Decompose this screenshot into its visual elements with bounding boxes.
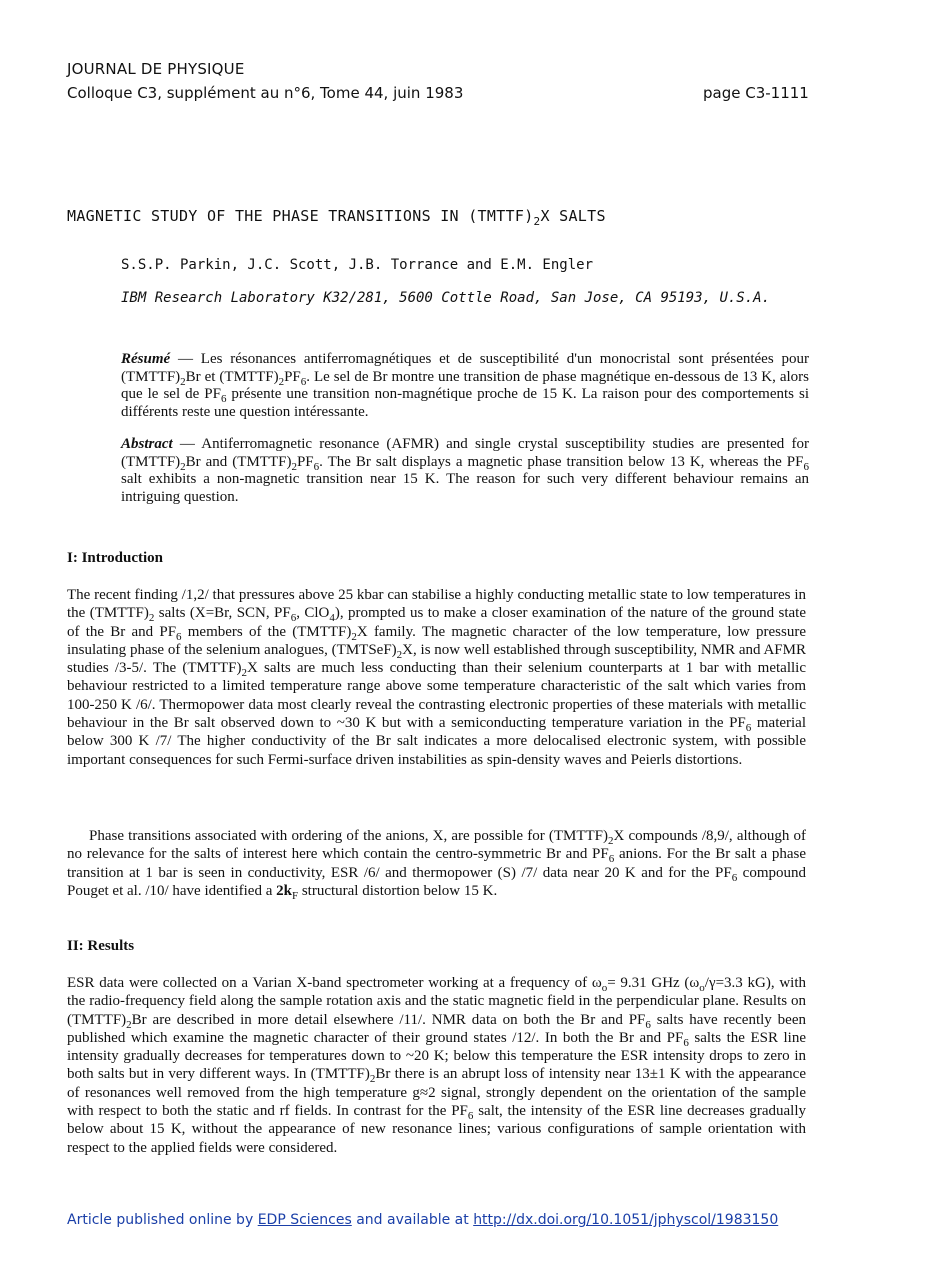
paper-title: MAGNETIC STUDY OF THE PHASE TRANSITIONS IN $(TMTTF)_2X$ SALTS <box>67 207 606 228</box>
doi-link[interactable]: http://dx.doi.org/10.1051/jphyscol/1983150 <box>473 1212 779 1228</box>
colloque-info: Colloque C3, supplément au n°6, Tome 44, juin 1983 <box>67 84 464 102</box>
section-heading-introduction: I: Introduction <box>67 550 163 566</box>
section-heading-results: II: Results <box>67 938 135 954</box>
intro-paragraph-2: Phase transitions associated with ordering of the anions, X, are possible for $(TMTTF)_2X$ compounds /8,9/, although of no relevance for the salts of interest here which contain the centro-symmetric Br and $PF_6$ anions. For the Br salt a phase transition at 1 bar is seen in conductivity, ESR /6/ and thermopower (S) /7/ data near 20 K and for the $PF_6$ compound Pouget et al. /10/ have identified a $2k_F$ structural distortion below 15 K. <box>67 828 806 902</box>
abstract-block: Abstract — Antiferromagnetic resonance (AFMR) and single crystal susceptibility studies are presented for $(TMTTF)_2Br$ and $(TMTTF)_2PF_6$. The Br salt displays a magnetic phase transition below 13 K, whereas the $PF_6$ salt exhibits a non-magnetic transition near 15 K. The reason for such very different behaviour remains an intriguing question. <box>121 436 809 505</box>
page-number: page C3-1111 <box>703 84 809 102</box>
abstract-label: Abstract <box>121 436 173 452</box>
journal-name: JOURNAL DE PHYSIQUE <box>67 60 245 78</box>
resume-block: Résumé — Les résonances antiferromagnétiques et de susceptibilité d'un monocristal sont présentées pour $(TMTTF)_2Br$ et $(TMTTF)_2PF_6$. Le sel de Br montre une transition de phase magnétique en-dessous de 13 K, alors que le sel de $PF_6$ présente une transition non-magnétique proche de 15 K. La raison pour des comportements si différents reste une question intéressante. <box>121 351 810 420</box>
publication-footer: Article published online by EDP Sciences and available at http://dx.doi.org/10.1051/jphyscol/1983150 <box>67 1212 779 1228</box>
resume-label: Résumé <box>121 351 171 367</box>
edp-sciences-link[interactable]: EDP Sciences <box>257 1212 352 1228</box>
results-paragraph-1: ESR data were collected on a Varian X-band spectrometer working at a frequency of $\omega_o= 9.31$ GHz ($\omega_o/\gamma=3.3$ kG), with the radio-frequency field along the sample rotation axis and the static magnetic field in the perpendicular plane. Results on $(TMTTF)_2Br$ are described in more detail elsewhere /11/. NMR data on both the Br and $PF_6$ salts have recently been published which examine the magnetic character of their ground states /12/. In both the Br and $PF_6$ salts the ESR line intensity gradually decreases for temperatures down to ~20 K; below this temperature the ESR intensity drops to zero in both salts but in very different ways. In $(TMTTF)_2Br$ there is an abrupt loss of intensity near 13±1 K with the appearance of resonances well removed from the high temperature g≈2 signal, strongly dependent on the orientation of the sample with respect to both the static and rf fields. In contrast for the $PF_6$ salt, the intensity of the ESR line decreases gradually below about 15 K, without the appearance of new resonance lines; various configurations of sample orientation with respect to the applied fields were considered. <box>67 975 807 1156</box>
affiliation: IBM Research Laboratory K32/281, 5600 Cottle Road, San Jose, CA 95193, U.S.A. <box>121 290 771 306</box>
author-list: S.S.P. Parkin, J.C. Scott, J.B. Torrance and E.M. Engler <box>121 257 594 273</box>
intro-paragraph-1: The recent finding /1,2/ that pressures above 25 kbar can stabilise a highly conducting metallic state to low temperatures in the $(TMTTF)_2$ salts (X=Br, SCN, $PF_6$, ClO$_4$), prompted us to make a closer examination of the nature of the ground state of the Br and $PF_6$ members of the $(TMTTF)_2X$ family. The magnetic character of the low temperature, low pressure insulating phase of the selenium analogues, $(TMTSeF)_2X$, is now well established through susceptibility, NMR and AFMR studies /3-5/. The $(TMTTF)_2X$ salts are much less conducting than their selenium counterparts at 1 bar with metallic behaviour restricted to a limited temperature range above some temperature characteristic of the salt which varies from 100-250 K /6/. Thermopower data most clearly reveal the contrasting electronic properties of these materials with metallic behaviour in the Br salt observed down to ~30 K but with a semiconducting temperature variation in the $PF_6$ material below 300 K /7/ The higher conductivity of the Br salt indicates a more delocalised electronic system, with possible important consequences for such Fermi-surface driven instabilities as spin-density waves and Peierls distortions. <box>67 587 807 768</box>
